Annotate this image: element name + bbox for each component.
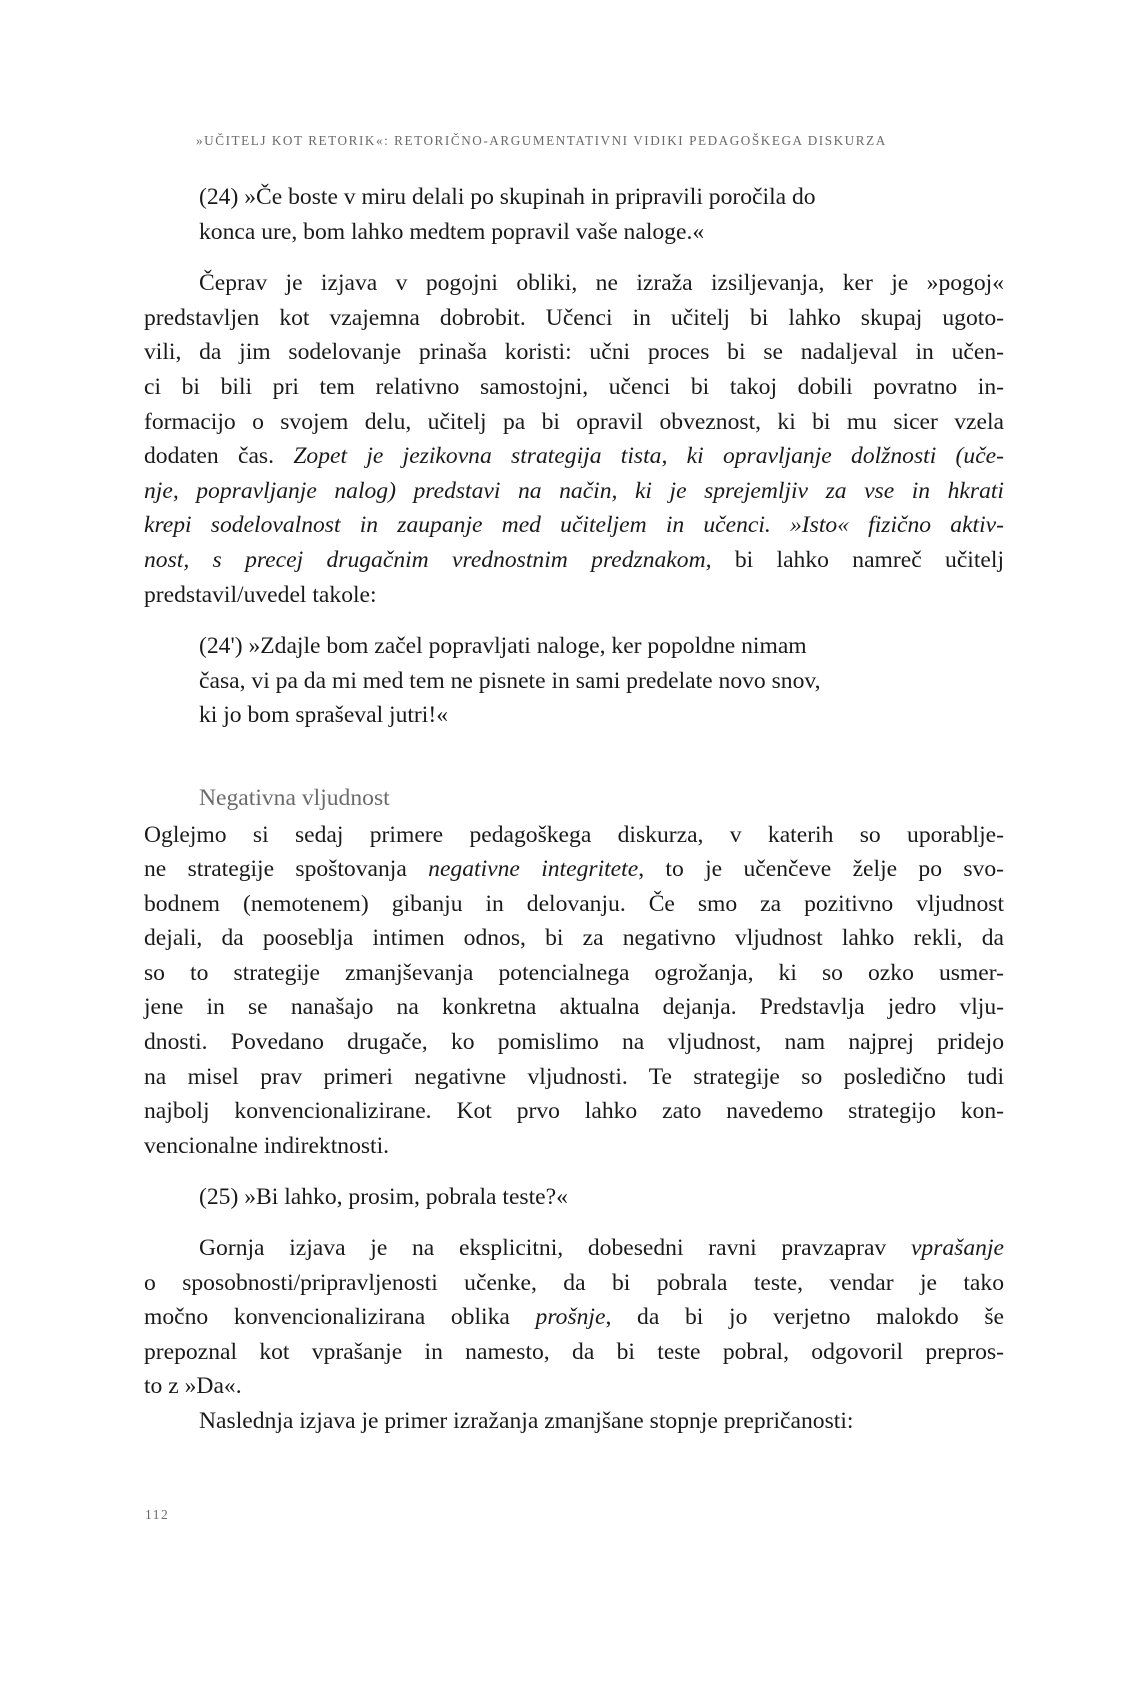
text-line: vili, da jim sodelovanje prinaša koristi: učni proces bi se nadaljeval in učen- [144,339,1004,366]
running-head: »UČITELJ KOT RETORIK«: RETORIČNO-ARGUMENTATIVNI VIDIKI PEDAGOŠKEGA DISKURZA [196,133,887,148]
example-line: ki jo bom spraševal jutri!« [199,702,449,729]
text-line: so to strategije zmanjševanja potencialnega ogrožanja, ki so ozko usmer- [144,959,1004,986]
text-emphasis: negativne integritete [428,856,639,883]
text-line: predstavljen kot vzajemna dobrobit. Učenci in učitelj bi lahko skupaj ugoto- [144,304,1004,331]
paragraph-oglejmo [144,818,1004,1164]
example-line: (25) »Bi lahko, prosim, pobrala teste?« [199,1184,568,1211]
example-25 [199,1180,959,1215]
text-column [144,180,1004,1439]
text-emphasis: prošnje [535,1304,606,1331]
text-line: na misel prav primeri negativne vljudnosti. Te strategije so posledično tudi [144,1063,1004,1090]
text-line [144,852,1004,887]
text-plain: ne strategije spoštovanja [144,856,429,883]
text-line [144,474,1004,509]
example-24 [199,180,959,249]
text-line: najbolj konvencionalizirane. Kot prvo lahko zato navedemo strategijo kon- [144,1098,1004,1125]
text-line: prepoznal kot vprašanje in namesto, da bi teste pobral, odgovoril prepros- [144,1338,1004,1365]
text-line: o sposobnosti/pripravljenosti učenke, da bi pobrala teste, vendar je tako [144,1269,1004,1296]
page-number: 112 [145,1507,170,1522]
example-line: (24) »Če boste v miru delali po skupinah in pripravili poročila do [199,184,816,210]
text-plain: , to je učenčeve želje po svo- [638,856,1004,883]
paragraph-gornja [144,1231,1004,1404]
text-line: dnosti. Povedano drugače, ko pomislimo na vljudnost, nam najprej pridejo [144,1029,1004,1056]
example-24-prime [199,629,959,733]
text-emphasis: krepi sodelovalnost in zaupanje med učiteljem in učenci. »Isto« fizično aktiv- [144,512,1004,539]
text-line [144,439,1004,474]
text-emphasis: vprašanje [910,1235,1004,1262]
text-emphasis: nost, s precej drugačnim vrednostnim predznakom, [144,546,712,573]
text-line [144,508,1004,543]
section-heading: Negativna vljudnost [199,784,390,811]
text-line: ci bi bili pri tem relativno samostojni, učenci bi takoj dobili povratno in- [144,373,1004,400]
text-plain: bi lahko namreč učitelj [711,546,1004,573]
paragraph-naslednja [144,1404,1004,1439]
text-line: formacijo o svojem delu, učitelj pa bi opravil obveznost, ki bi mu sicer vzela [144,408,1004,435]
text-emphasis: nje, popravljanje nalog) predstavi na način, ki je sprejemljiv za vse in hkrati [144,477,1004,504]
text-line: Oglejmo si sedaj primere pedagoškega diskurza, v katerih so uporablje- [144,821,1004,848]
text-line: vencionalne indirektnosti. [144,1132,390,1159]
text-line [144,543,1004,578]
text-line: Čeprav je izjava v pogojni obliki, ne izraža izsiljevanja, ker je »pogoj« [199,270,1004,297]
text-plain: Gornja izjava je na eksplicitni, dobesedni ravni pravzaprav [199,1235,911,1262]
text-line [144,1300,1004,1335]
text-line: predstavil/uvedel takole: [144,581,377,608]
text-emphasis: Zopet je jezikovna strategija tista, ki opravljanje dolžnosti (uče- [293,443,1004,470]
text-line: bodnem (nemotenem) gibanju in delovanju. Če smo za pozitivno vljudnost [144,890,1004,917]
text-plain: , da bi jo verjetno malokdo še [605,1304,1004,1331]
text-line [144,1231,1004,1266]
text-line: to z »Da«. [144,1373,242,1400]
paragraph-ceprav [144,266,1004,612]
text-plain: dodaten čas. [144,443,294,470]
text-plain: močno konvencionalizirana oblika [144,1304,536,1331]
text-line: jene in se nanašajo na konkretna aktualna dejanja. Predstavlja jedro vlju- [144,994,1004,1021]
example-line: konca ure, bom lahko medtem popravil vaše naloge.« [199,218,705,245]
text-line: Naslednja izjava je primer izražanja zmanjšane stopnje prepričanosti: [199,1408,854,1434]
example-line: časa, vi pa da mi med tem ne pisnete in sami predelate novo snov, [199,667,821,694]
text-line: dejali, da pooseblja intimen odnos, bi za negativno vljudnost lahko rekli, da [144,925,1004,952]
example-line: (24') »Zdajle bom začel popravljati naloge, ker popoldne nimam [199,633,807,660]
